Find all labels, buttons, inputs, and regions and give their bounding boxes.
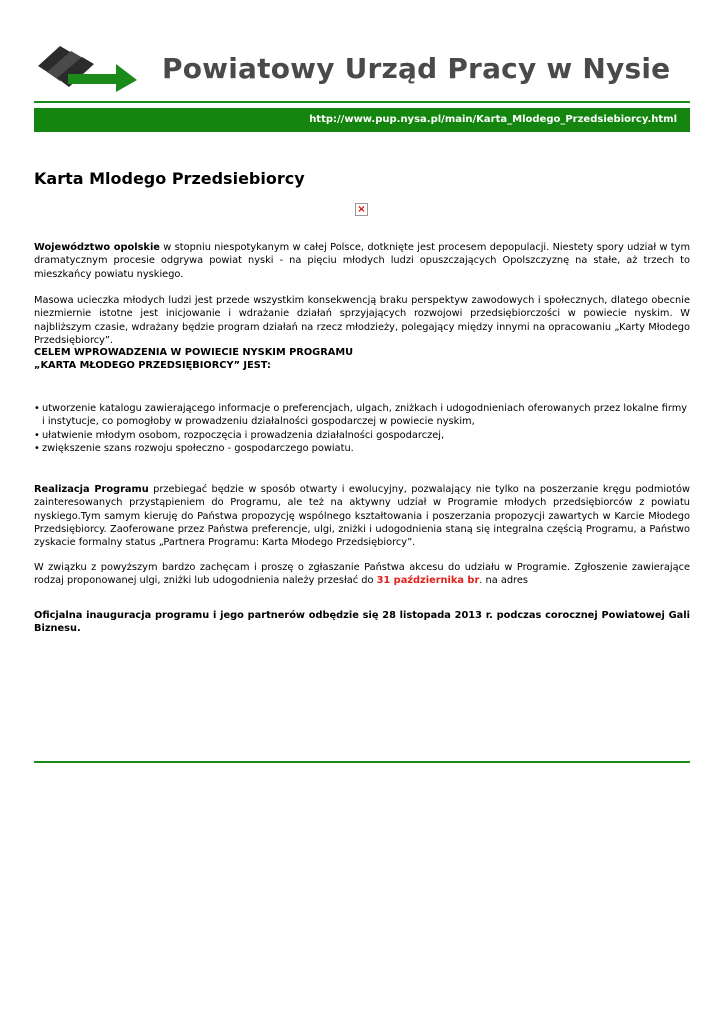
paragraph-intro xyxy=(34,241,690,281)
paragraph-realization-text: przebiegać będzie w sposób otwarty i ewolucyjny, pozwalający nie tylko na poszerzanie kręgu podmiotów zainteresowanych przystąpieniem do Programu, ale też na aktywny udział w Programie młodych przedsiębiorców z powiatu nyskiego.Tym samym kieruję do Państwa propozycję wspólnego kształtowania i poszerzania propozycji zawartych w Karcie Młodego Przedsiębiorcy. Zaoferowane przez Państwa preferencje, ulgi, zniżki i udogodnienia staną się integralna częścią Programu, a Państwo zyskacie formalny status „Partnera Programu: Karta Młodego Przedsiębiorcy”. xyxy=(34,484,690,549)
region-name: Województwo opolskie xyxy=(34,242,160,253)
list-item xyxy=(34,429,690,442)
list-item xyxy=(34,442,690,455)
paragraph-intro-text: w stopniu niespotykanym w całej Polsce, dotknięte jest procesem depopulacji. Niestety spory udział w tym dramatycznym procesie odgrywa powiat nyski - na pięciu młodych ludzi opuszczających Opolszczyznę na stałe, aż trzech to mieszkańcy powiatu nyskiego. xyxy=(34,242,690,280)
header-divider xyxy=(34,101,690,103)
program-goals-heading xyxy=(34,346,690,373)
application-text: W związku z powyższym bardzo zachęcam i proszę o zgłaszanie Państwa akcesu do udziału w Programie. Zgłoszenie zawierające rodzaj proponowanej ulgi, zniżki lub udogodnienia należy przesłać do xyxy=(34,562,690,587)
list-item-text: utworzenie katalogu zawierającego informacje o preferencjach, ulgach, zniżkach i udogodnieniach oferowanych przez lokalne firmy i instytucje, co pomogłoby w prowadzeniu działalności gospodarczej w powiecie nyskim, xyxy=(42,403,688,428)
broken-image-icon: × xyxy=(355,203,368,216)
page-title: Karta Mlodego Przedsiebiorcy xyxy=(34,169,305,188)
realization-label: Realizacja Programu xyxy=(34,484,149,495)
list-item-text: zwiększenie szans rozwoju społeczno - gospodarczego powiatu. xyxy=(42,442,354,454)
bullet-icon: • xyxy=(34,429,40,441)
paragraph-realization xyxy=(34,483,690,549)
paragraph-emigration: Masowa ucieczka młodych ludzi jest przede wszystkim konsekwencją braku perspektyw zawodowych i społecznych, dlatego obecnie niezmiernie istotne jest inicjowanie i wdrażanie działań sprzyjających rozwojowi przedsiębiorczości w powiecie nyskim. W najbliższym czasie, wdrażany będzie program działań na rzecz młodzieży, polegający między innymi na opracowaniu „Karty Młodego Przedsiębiorcy”. xyxy=(34,295,690,346)
url-bar xyxy=(34,108,690,132)
footer-divider xyxy=(34,761,690,763)
bullet-icon: • xyxy=(34,442,40,454)
page-url-link[interactable]: http://www.pup.nysa.pl/main/Karta_Mlodego_Przedsiebiorcy.html xyxy=(309,114,677,125)
list-item xyxy=(34,402,690,429)
heading-line-1: CELEM WPROWADZENIA W POWIECIE NYSKIM PROGRAMU xyxy=(34,347,354,358)
application-text-end: . na adres xyxy=(479,575,529,587)
site-title: Powiatowy Urząd Pracy w Nysie xyxy=(162,52,671,85)
bullet-icon: • xyxy=(34,403,40,414)
heading-line-2: „KARTA MŁODEGO PRZEDSIĘBIORCY” JEST: xyxy=(34,360,271,372)
paragraph-application xyxy=(34,561,690,588)
list-item-text: ułatwienie młodym osobom, rozpoczęcia i prowadzenia działalności gospodarczej, xyxy=(42,429,445,441)
paragraph-inauguration: Oficjalna inauguracja programu i jego partnerów odbędzie się 28 listopada 2013 r. podczas corocznej Powiatowej Gali Biznesu. xyxy=(34,610,690,635)
deadline-date: 31 października br xyxy=(376,575,480,587)
goals-list xyxy=(34,402,690,455)
logo-arrows-icon xyxy=(38,42,138,92)
